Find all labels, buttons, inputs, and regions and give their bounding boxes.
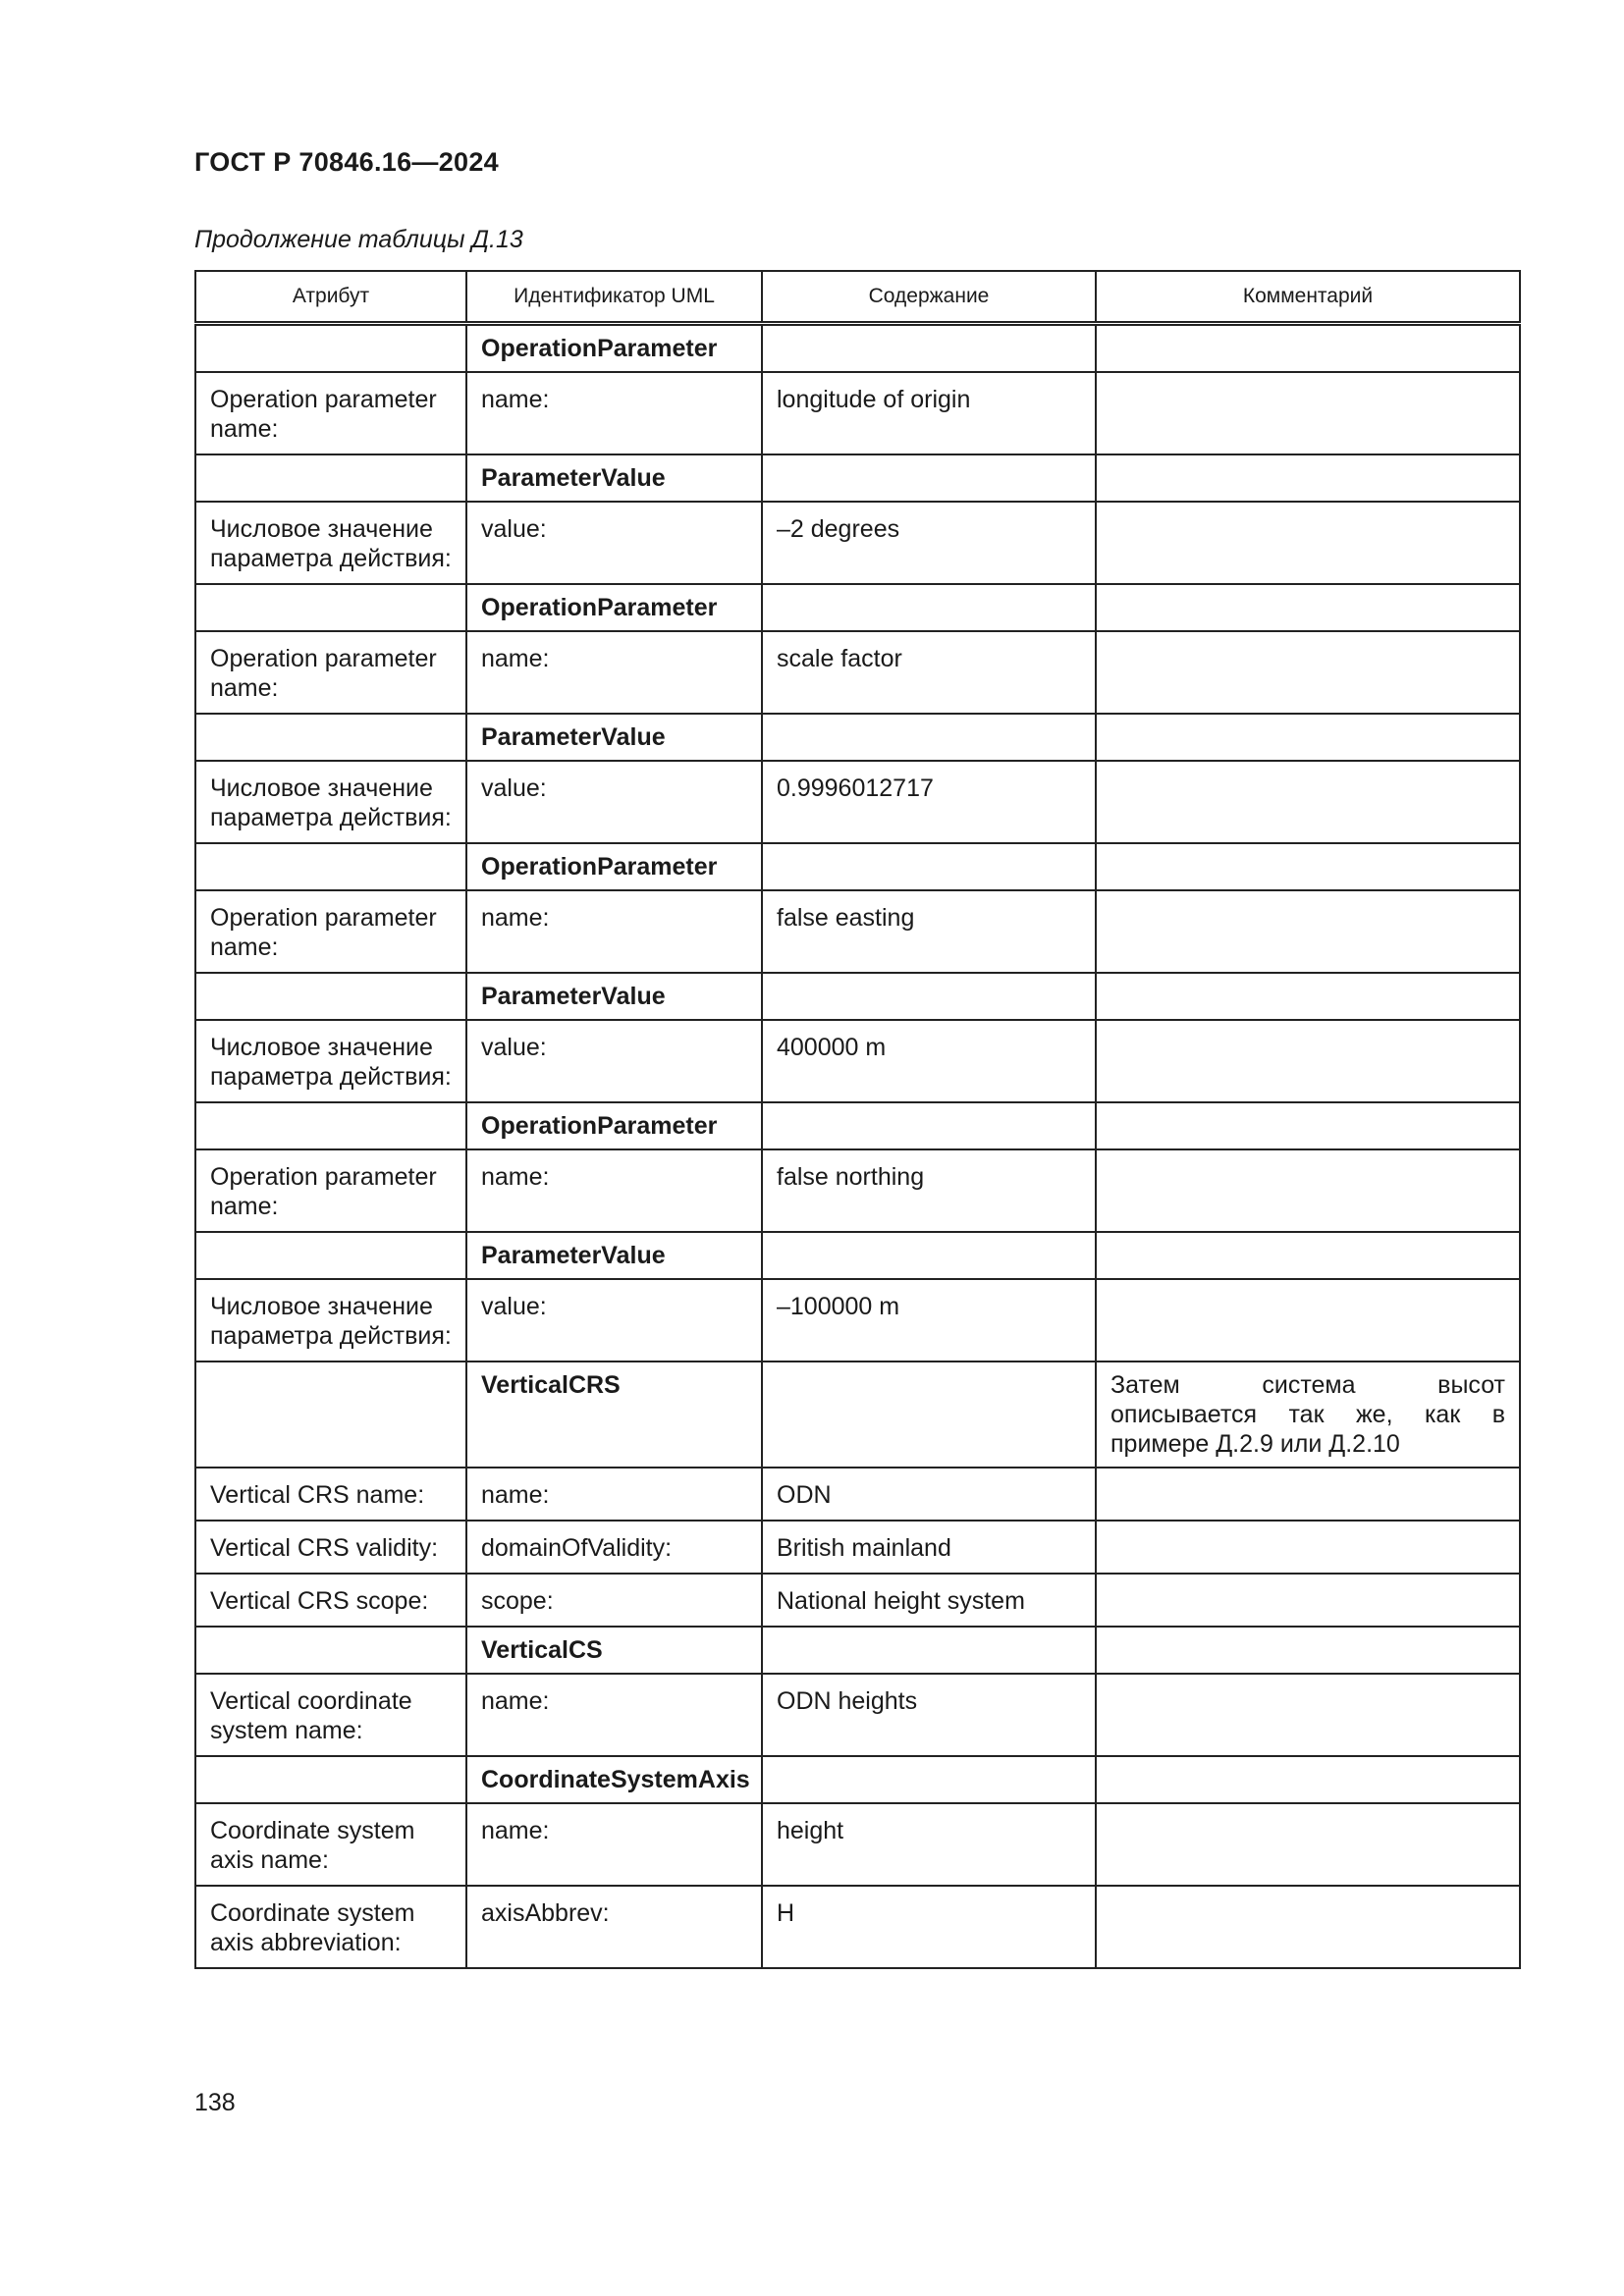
uml-identifier-cell: ParameterValue	[466, 714, 762, 761]
table-row	[195, 631, 1520, 714]
content-cell: –100000 m	[762, 1279, 1096, 1362]
comment-cell	[1096, 890, 1520, 973]
table-row	[195, 1279, 1520, 1362]
uml-identifier-cell: CoordinateSystemAxis	[466, 1756, 762, 1803]
comment-cell	[1096, 372, 1520, 454]
uml-identifier-cell: domainOfValidity:	[466, 1521, 762, 1574]
content-cell	[762, 1362, 1096, 1468]
content-cell	[762, 1627, 1096, 1674]
content-cell: H	[762, 1886, 1096, 1968]
comment-cell	[1096, 843, 1520, 890]
attribute-cell	[195, 454, 466, 502]
uml-identifier-cell: ParameterValue	[466, 454, 762, 502]
attribute-cell: Числовое значение параметра действия:	[195, 502, 466, 584]
page-number: 138	[194, 2089, 236, 2116]
content-cell	[762, 1102, 1096, 1149]
class-row	[195, 973, 1520, 1020]
uml-identifier-cell: name:	[466, 890, 762, 973]
comment-cell	[1096, 1674, 1520, 1756]
table-row	[195, 372, 1520, 454]
content-cell: longitude of origin	[762, 372, 1096, 454]
table-row	[195, 1574, 1520, 1627]
uml-identifier-cell: VerticalCRS	[466, 1362, 762, 1468]
class-row	[195, 1627, 1520, 1674]
attribute-cell	[195, 324, 466, 373]
comment-cell	[1096, 1232, 1520, 1279]
table-row	[195, 1803, 1520, 1886]
content-cell: 0.9996012717	[762, 761, 1096, 843]
class-row	[195, 1362, 1520, 1468]
comment-cell	[1096, 1803, 1520, 1886]
attribute-cell: Coordinate system axis name:	[195, 1803, 466, 1886]
table-row	[195, 502, 1520, 584]
content-cell: scale factor	[762, 631, 1096, 714]
comment-cell	[1096, 1468, 1520, 1521]
class-row	[195, 454, 1520, 502]
content-cell	[762, 1756, 1096, 1803]
column-header-attribute: Атрибут	[195, 271, 466, 324]
table-row	[195, 890, 1520, 973]
content-cell: ODN heights	[762, 1674, 1096, 1756]
content-cell	[762, 584, 1096, 631]
comment-cell	[1096, 1886, 1520, 1968]
table-caption: Продолжение таблицы Д.13	[194, 226, 523, 253]
comment-cell	[1096, 1574, 1520, 1627]
table-row	[195, 761, 1520, 843]
table-body	[195, 324, 1520, 1969]
attribute-cell	[195, 1627, 466, 1674]
content-cell	[762, 454, 1096, 502]
table-row	[195, 1020, 1520, 1102]
content-cell: false easting	[762, 890, 1096, 973]
content-cell: 400000 m	[762, 1020, 1096, 1102]
comment-cell	[1096, 584, 1520, 631]
attribute-cell: Operation parameter name:	[195, 631, 466, 714]
uml-identifier-cell: name:	[466, 372, 762, 454]
class-row	[195, 584, 1520, 631]
attribute-table	[194, 270, 1519, 1969]
content-cell: British mainland	[762, 1521, 1096, 1574]
class-row	[195, 324, 1520, 373]
comment-cell	[1096, 1149, 1520, 1232]
comment-cell	[1096, 1756, 1520, 1803]
table-row	[195, 1149, 1520, 1232]
comment-cell	[1096, 502, 1520, 584]
table-header	[195, 271, 1520, 324]
attribute-cell	[195, 1102, 466, 1149]
table-row	[195, 1886, 1520, 1968]
content-cell	[762, 714, 1096, 761]
class-row	[195, 1102, 1520, 1149]
attribute-cell	[195, 1232, 466, 1279]
column-header-comment: Комментарий	[1096, 271, 1520, 324]
uml-identifier-cell: name:	[466, 631, 762, 714]
uml-identifier-cell: value:	[466, 1279, 762, 1362]
comment-cell	[1096, 973, 1520, 1020]
header-row	[195, 271, 1520, 324]
uml-identifier-cell: name:	[466, 1149, 762, 1232]
content-cell: –2 degrees	[762, 502, 1096, 584]
uml-identifier-cell: name:	[466, 1468, 762, 1521]
content-cell	[762, 1232, 1096, 1279]
uml-identifier-cell: value:	[466, 761, 762, 843]
class-row	[195, 843, 1520, 890]
column-header-content: Содержание	[762, 271, 1096, 324]
table-row	[195, 1521, 1520, 1574]
uml-identifier-cell: value:	[466, 502, 762, 584]
attribute-cell: Operation parameter name:	[195, 372, 466, 454]
table-row	[195, 1674, 1520, 1756]
attribute-cell	[195, 1362, 466, 1468]
comment-cell	[1096, 761, 1520, 843]
content-cell: ODN	[762, 1468, 1096, 1521]
uml-identifier-cell: OperationParameter	[466, 843, 762, 890]
uml-identifier-cell: ParameterValue	[466, 973, 762, 1020]
uml-identifier-cell: axisAbbrev:	[466, 1886, 762, 1968]
comment-cell	[1096, 324, 1520, 373]
uml-identifier-cell: OperationParameter	[466, 584, 762, 631]
attribute-cell	[195, 843, 466, 890]
attribute-cell	[195, 714, 466, 761]
class-row	[195, 714, 1520, 761]
attribute-cell: Числовое значение параметра действия:	[195, 1279, 466, 1362]
comment-cell: Затем система высот описывается так же, как в примере Д.2.9 или Д.2.10	[1096, 1362, 1520, 1468]
content-cell: height	[762, 1803, 1096, 1886]
attribute-cell	[195, 973, 466, 1020]
uml-identifier-cell: ParameterValue	[466, 1232, 762, 1279]
attribute-cell: Числовое значение параметра действия:	[195, 761, 466, 843]
uml-identifier-cell: scope:	[466, 1574, 762, 1627]
attribute-cell: Vertical CRS name:	[195, 1468, 466, 1521]
class-row	[195, 1232, 1520, 1279]
attribute-cell	[195, 1756, 466, 1803]
comment-cell	[1096, 1102, 1520, 1149]
attribute-cell: Operation parameter name:	[195, 1149, 466, 1232]
uml-identifier-cell: OperationParameter	[466, 324, 762, 373]
column-header-uml-identifier: Идентификатор UML	[466, 271, 762, 324]
uml-identifier-cell: name:	[466, 1803, 762, 1886]
uml-identifier-cell: VerticalCS	[466, 1627, 762, 1674]
table-row	[195, 1468, 1520, 1521]
uml-identifier-cell: OperationParameter	[466, 1102, 762, 1149]
attribute-cell: Coordinate system axis abbreviation:	[195, 1886, 466, 1968]
attribute-cell: Vertical CRS validity:	[195, 1521, 466, 1574]
comment-cell	[1096, 1020, 1520, 1102]
attribute-cell	[195, 584, 466, 631]
content-cell	[762, 843, 1096, 890]
class-row	[195, 1756, 1520, 1803]
content-cell: false northing	[762, 1149, 1096, 1232]
attribute-cell: Operation parameter name:	[195, 890, 466, 973]
comment-cell	[1096, 1627, 1520, 1674]
content-cell: National height system	[762, 1574, 1096, 1627]
comment-cell	[1096, 454, 1520, 502]
document-code: ГОСТ Р 70846.16—2024	[194, 147, 499, 177]
uml-identifier-cell: name:	[466, 1674, 762, 1756]
content-cell	[762, 973, 1096, 1020]
attribute-cell: Числовое значение параметра действия:	[195, 1020, 466, 1102]
attribute-cell: Vertical CRS scope:	[195, 1574, 466, 1627]
comment-cell	[1096, 631, 1520, 714]
attribute-cell: Vertical coordinate system name:	[195, 1674, 466, 1756]
comment-cell	[1096, 1279, 1520, 1362]
content-cell	[762, 324, 1096, 373]
comment-cell	[1096, 714, 1520, 761]
uml-identifier-cell: value:	[466, 1020, 762, 1102]
table	[194, 270, 1521, 1969]
comment-cell	[1096, 1521, 1520, 1574]
